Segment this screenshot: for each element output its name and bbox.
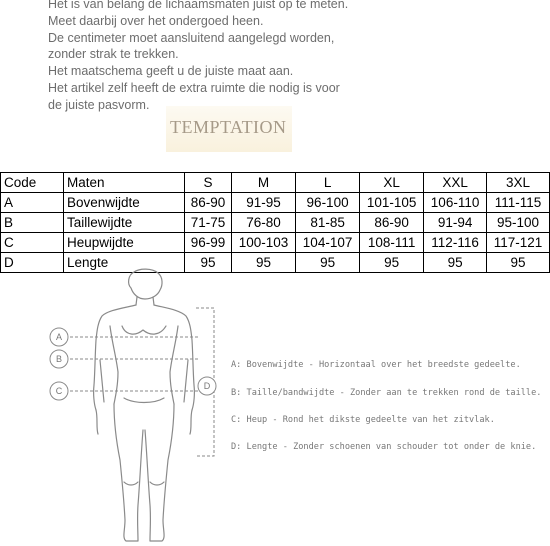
table-cell: A: [1, 193, 64, 213]
legend-item-c: C: Heup - Rond het dikste gedeelte van het zitvlak.: [231, 415, 495, 425]
measurement-diagram: [0, 262, 550, 546]
header-cell: XXL: [424, 173, 487, 193]
table-cell: 95: [296, 253, 360, 273]
table-cell: 91-94: [424, 213, 487, 233]
header-cell: XL: [360, 173, 424, 193]
table-cell: 76-80: [232, 213, 296, 233]
table-cell: 95: [360, 253, 424, 273]
table-cell: 96-99: [185, 233, 232, 253]
table-cell: 108-111: [360, 233, 424, 253]
table-row: [1, 233, 550, 253]
table-cell: D: [1, 253, 64, 273]
table-cell: 106-110: [424, 193, 487, 213]
intro-line: zonder strak te trekken.: [48, 47, 179, 62]
table-cell: 100-103: [232, 233, 296, 253]
header-cell: S: [185, 173, 232, 193]
header-cell: Code: [1, 173, 64, 193]
table-cell: 95: [487, 253, 550, 273]
legend-item-d: D: Lengte - Zonder schoenen van schouder tot onder de knie.: [231, 442, 537, 452]
intro-line: Het artikel zelf heeft de extra ruimte die nodig is voor: [48, 80, 340, 95]
table-cell: Bovenwijdte: [64, 193, 185, 213]
intro-text: [48, 0, 548, 114]
table-cell: 112-116: [424, 233, 487, 253]
table-cell: 111-115: [487, 193, 550, 213]
table-cell: 95: [232, 253, 296, 273]
table-cell: 71-75: [185, 213, 232, 233]
table-row: [1, 213, 550, 233]
size-chart-table: [0, 172, 550, 273]
marker-circles: [50, 328, 216, 400]
table-cell: 95-100: [487, 213, 550, 233]
header-cell: Maten: [64, 173, 185, 193]
table-cell: 104-107: [296, 233, 360, 253]
table-cell: C: [1, 233, 64, 253]
intro-line: De centimeter moet aansluitend aangelegd worden,: [48, 30, 335, 45]
intro-line: Meet daarbij over het ondergoed heen.: [48, 13, 264, 28]
intro-line: de juiste pasvorm.: [48, 97, 150, 112]
marker-c-label: C: [55, 386, 63, 396]
table-cell: Heupwijdte: [64, 233, 185, 253]
body-figure-illustration: [0, 262, 550, 546]
legend-item-b: B: Taille/bandwijdte - Zonder aan te trekken rond de taille.: [231, 388, 542, 398]
table-cell: 101-105: [360, 193, 424, 213]
table-cell: 91-95: [232, 193, 296, 213]
table-cell: 86-90: [360, 213, 424, 233]
table-row: [1, 193, 550, 213]
table-cell: Taillewijdte: [64, 213, 185, 233]
brand-logo: [166, 106, 292, 152]
table-cell: 96-100: [296, 193, 360, 213]
table-cell: 86-90: [185, 193, 232, 213]
intro-line: Het is van belang de lichaamsmaten juist op te meten.: [48, 0, 349, 11]
intro-line: Het maatschema geeft u de juiste maat aan.: [48, 64, 294, 79]
header-cell: L: [296, 173, 360, 193]
marker-b-label: B: [55, 354, 63, 364]
table-cell: Lengte: [64, 253, 185, 273]
marker-d-label: D: [203, 381, 211, 391]
table-header-row: [1, 173, 550, 193]
header-cell: M: [232, 173, 296, 193]
table-cell: 117-121: [487, 233, 550, 253]
legend-item-a: A: Bovenwijdte - Horizontaal over het breedste gedeelte.: [231, 360, 521, 370]
marker-a-label: A: [55, 332, 63, 342]
table-cell: 95: [185, 253, 232, 273]
brand-logo-text: TEMPTATION: [170, 117, 287, 137]
body-outline: [94, 269, 195, 541]
table-cell: B: [1, 213, 64, 233]
table-cell: 95: [424, 253, 487, 273]
header-cell: 3XL: [487, 173, 550, 193]
table-cell: 81-85: [296, 213, 360, 233]
